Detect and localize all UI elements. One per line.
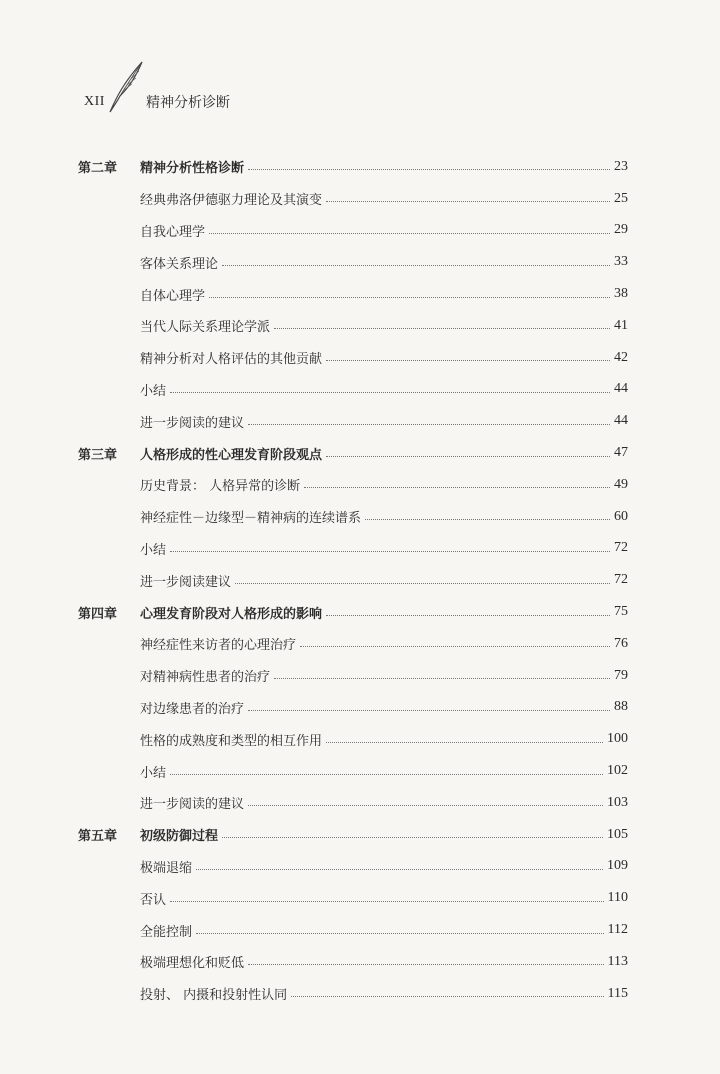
entry-title: 对精神病性患者的治疗 bbox=[140, 670, 271, 686]
dot-leader bbox=[274, 328, 610, 329]
entry-title: 自体心理学 bbox=[140, 288, 206, 304]
entry-page-number: 76 bbox=[614, 635, 628, 651]
toc-section-row bbox=[78, 755, 628, 787]
dot-leader bbox=[196, 933, 604, 934]
entry-title: 精神分析性格诊断 bbox=[140, 161, 245, 177]
toc-entry bbox=[140, 571, 628, 590]
entry-page-number: 109 bbox=[607, 858, 628, 874]
dot-leader bbox=[222, 265, 610, 266]
book-title: 精神分析诊断 bbox=[146, 95, 230, 111]
toc-entry bbox=[140, 762, 628, 781]
toc-section-row bbox=[78, 310, 628, 342]
entry-title: 神经症性来访者的心理治疗 bbox=[140, 638, 297, 654]
dot-leader bbox=[326, 360, 610, 361]
dot-leader bbox=[248, 424, 610, 425]
toc-section-row bbox=[78, 246, 628, 278]
toc-section-row bbox=[78, 278, 628, 310]
entry-page-number: 79 bbox=[614, 667, 628, 683]
entry-title: 经典弗洛伊德驱力理论及其演变 bbox=[140, 193, 323, 209]
toc-entry bbox=[140, 793, 628, 812]
toc-section-row bbox=[78, 374, 628, 406]
entry-page-number: 33 bbox=[614, 254, 628, 270]
entry-title: 自我心理学 bbox=[140, 224, 206, 240]
entry-page-number: 102 bbox=[607, 763, 628, 779]
entry-title: 进一步阅读的建议 bbox=[140, 415, 245, 431]
entry-page-number: 110 bbox=[607, 890, 628, 906]
entry-page-number: 112 bbox=[607, 922, 628, 938]
toc-section-row bbox=[78, 215, 628, 247]
entry-page-number: 60 bbox=[614, 508, 628, 524]
quill-feather-icon bbox=[106, 60, 146, 118]
entry-title: 进一步阅读建议 bbox=[140, 574, 232, 590]
dot-leader bbox=[274, 678, 610, 679]
entry-page-number: 44 bbox=[614, 381, 628, 397]
entry-title: 小结 bbox=[140, 383, 167, 399]
toc-section-row bbox=[78, 183, 628, 215]
dot-leader bbox=[248, 964, 604, 965]
entry-page-number: 115 bbox=[607, 985, 628, 1001]
entry-title: 对边缘患者的治疗 bbox=[140, 701, 245, 717]
toc-section-row bbox=[78, 342, 628, 374]
entry-title: 初级防御过程 bbox=[140, 829, 219, 845]
entry-page-number: 47 bbox=[614, 445, 628, 461]
dot-leader bbox=[248, 169, 610, 170]
toc-entry bbox=[140, 253, 628, 272]
entry-title: 全能控制 bbox=[140, 924, 193, 940]
entry-page-number: 49 bbox=[614, 476, 628, 492]
toc-section-row bbox=[78, 469, 628, 501]
toc-entry bbox=[140, 539, 628, 558]
entry-page-number: 72 bbox=[614, 540, 628, 556]
chapter-label: 第四章 bbox=[78, 606, 118, 622]
dot-leader bbox=[326, 615, 610, 616]
dot-leader bbox=[248, 710, 610, 711]
dot-leader bbox=[170, 392, 610, 393]
toc-entry bbox=[140, 475, 628, 494]
entry-page-number: 105 bbox=[607, 826, 628, 842]
toc-section-row bbox=[78, 851, 628, 883]
entry-page-number: 38 bbox=[614, 286, 628, 302]
toc-section-row bbox=[78, 533, 628, 565]
entry-page-number: 75 bbox=[614, 604, 628, 620]
dot-leader bbox=[196, 869, 603, 870]
toc-entry bbox=[140, 857, 628, 876]
entry-title: 历史背景： 人格异常的诊断 bbox=[140, 479, 301, 495]
entry-title: 小结 bbox=[140, 542, 167, 558]
entry-page-number: 25 bbox=[614, 190, 628, 206]
dot-leader bbox=[304, 487, 610, 488]
toc-section-row bbox=[78, 882, 628, 914]
table-of-contents bbox=[78, 151, 628, 1010]
entry-title: 客体关系理论 bbox=[140, 256, 219, 272]
dot-leader bbox=[209, 233, 610, 234]
toc-entry bbox=[140, 412, 628, 431]
entry-title: 当代人际关系理论学派 bbox=[140, 320, 271, 336]
page-number: XII bbox=[84, 94, 105, 109]
entry-page-number: 72 bbox=[614, 572, 628, 588]
entry-page-number: 42 bbox=[614, 349, 628, 365]
entry-title: 人格形成的性心理发育阶段观点 bbox=[140, 447, 323, 463]
entry-page-number: 88 bbox=[614, 699, 628, 715]
toc-entry bbox=[140, 984, 628, 1003]
toc-section-row bbox=[78, 723, 628, 755]
chapter-label: 第二章 bbox=[78, 161, 118, 177]
dot-leader bbox=[209, 297, 610, 298]
dot-leader bbox=[235, 583, 610, 584]
entry-title: 心理发育阶段对人格形成的影响 bbox=[140, 606, 323, 622]
entry-title: 性格的成熟度和类型的相互作用 bbox=[140, 733, 323, 749]
toc-entry bbox=[140, 444, 628, 463]
dot-leader bbox=[326, 201, 610, 202]
toc-section-row bbox=[78, 501, 628, 533]
toc-entry bbox=[140, 316, 628, 335]
toc-entry bbox=[140, 952, 628, 971]
dot-leader bbox=[170, 551, 610, 552]
dot-leader bbox=[326, 742, 603, 743]
dot-leader bbox=[365, 519, 610, 520]
entry-title: 投射、 内摄和投射性认同 bbox=[140, 988, 288, 1004]
toc-entry bbox=[140, 348, 628, 367]
dot-leader bbox=[170, 774, 603, 775]
toc-chapter-row bbox=[78, 151, 628, 183]
toc-entry bbox=[140, 285, 628, 304]
toc-chapter-row bbox=[78, 819, 628, 851]
entry-title: 精神分析对人格评估的其他贡献 bbox=[140, 352, 323, 368]
toc-section-row bbox=[78, 660, 628, 692]
toc-entry bbox=[140, 603, 628, 622]
dot-leader bbox=[170, 901, 604, 902]
entry-title: 小结 bbox=[140, 765, 167, 781]
toc-section-row bbox=[78, 405, 628, 437]
entry-title: 极端理想化和贬低 bbox=[140, 956, 245, 972]
toc-section-row bbox=[78, 914, 628, 946]
toc-section-row bbox=[78, 692, 628, 724]
toc-section-row bbox=[78, 978, 628, 1010]
toc-entry bbox=[140, 730, 628, 749]
entry-page-number: 29 bbox=[614, 222, 628, 238]
entry-page-number: 113 bbox=[607, 953, 628, 969]
chapter-label: 第三章 bbox=[78, 447, 118, 463]
dot-leader bbox=[222, 837, 603, 838]
toc-section-row bbox=[78, 946, 628, 978]
toc-entry bbox=[140, 221, 628, 240]
dot-leader bbox=[248, 805, 603, 806]
entry-page-number: 23 bbox=[614, 158, 628, 174]
entry-page-number: 103 bbox=[607, 794, 628, 810]
dot-leader bbox=[291, 996, 603, 997]
toc-section-row bbox=[78, 787, 628, 819]
toc-entry bbox=[140, 825, 628, 844]
toc-entry bbox=[140, 507, 628, 526]
toc-entry bbox=[140, 698, 628, 717]
entry-title: 极端退缩 bbox=[140, 860, 193, 876]
toc-entry bbox=[140, 634, 628, 653]
toc-chapter-row bbox=[78, 596, 628, 628]
toc-section-row bbox=[78, 564, 628, 596]
entry-title: 否认 bbox=[140, 892, 167, 908]
toc-entry bbox=[140, 889, 628, 908]
running-header bbox=[84, 60, 384, 120]
toc-chapter-row bbox=[78, 437, 628, 469]
toc-entry bbox=[140, 380, 628, 399]
dot-leader bbox=[300, 646, 610, 647]
toc-section-row bbox=[78, 628, 628, 660]
entry-title: 进一步阅读的建议 bbox=[140, 797, 245, 813]
entry-page-number: 100 bbox=[607, 731, 628, 747]
toc-entry bbox=[140, 157, 628, 176]
toc-entry bbox=[140, 666, 628, 685]
entry-page-number: 41 bbox=[614, 317, 628, 333]
chapter-label: 第五章 bbox=[78, 829, 118, 845]
toc-entry bbox=[140, 189, 628, 208]
toc-entry bbox=[140, 921, 628, 940]
dot-leader bbox=[326, 456, 610, 457]
entry-page-number: 44 bbox=[614, 413, 628, 429]
entry-title: 神经症性－边缘型－精神病的连续谱系 bbox=[140, 511, 362, 527]
